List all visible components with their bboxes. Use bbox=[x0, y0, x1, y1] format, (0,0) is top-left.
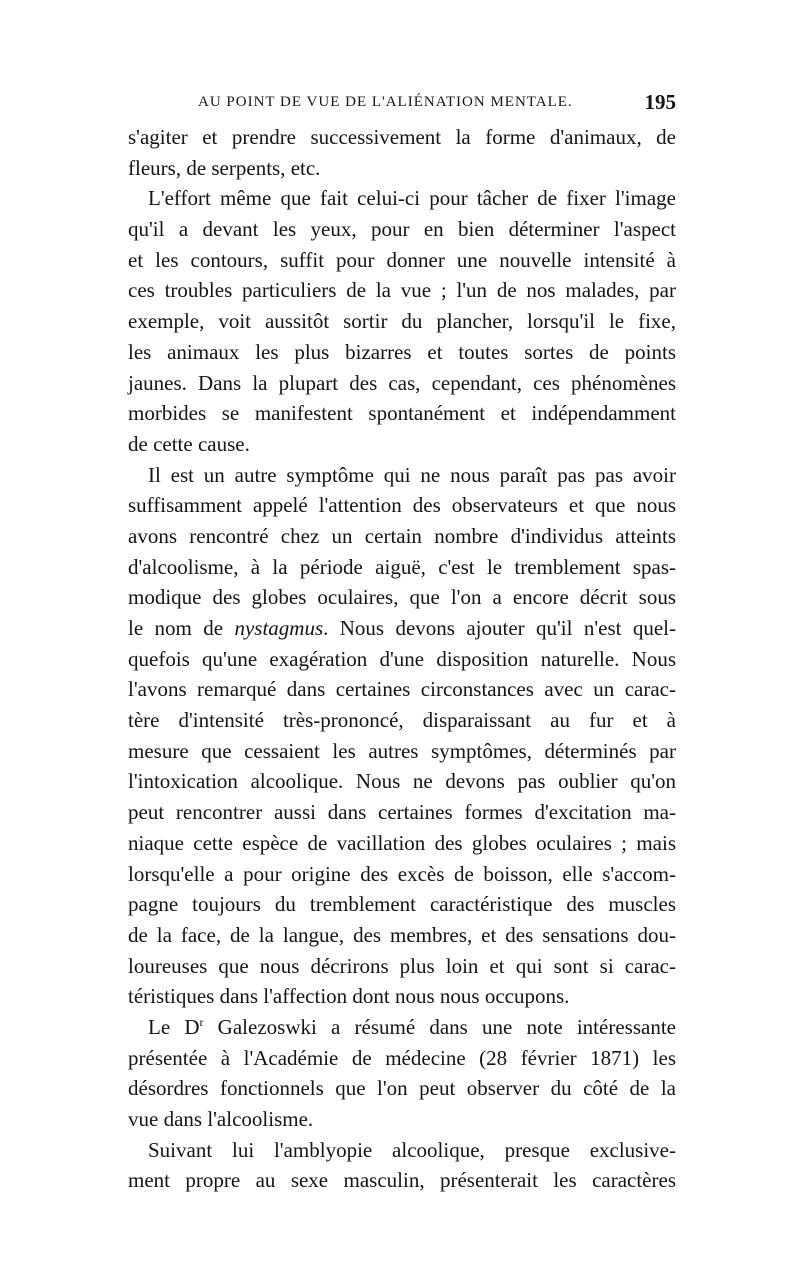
text-line bbox=[128, 981, 676, 1012]
text-line bbox=[128, 183, 676, 214]
text-line bbox=[128, 613, 676, 644]
text-line bbox=[128, 920, 676, 951]
superscript: r bbox=[199, 1014, 204, 1029]
body-text bbox=[128, 122, 676, 1196]
text-line bbox=[128, 889, 676, 920]
text-line bbox=[128, 153, 676, 184]
text-line bbox=[128, 797, 676, 828]
text-segment: Il est un autre symptôme qui ne nous paraît pas pas avoir bbox=[148, 462, 676, 487]
text-line bbox=[128, 644, 676, 675]
text-segment: morbides se manifestent spontanément et indépendamment bbox=[128, 401, 676, 426]
text-segment: désordres fonctionnels que l'on peut observer du côté de la bbox=[128, 1076, 676, 1101]
text-segment: . Nous devons ajouter qu'il n'est quel- bbox=[323, 616, 676, 640]
text-line bbox=[128, 828, 676, 859]
text-line bbox=[128, 398, 676, 429]
text-line bbox=[128, 951, 676, 982]
text-line bbox=[128, 736, 676, 767]
text-segment: et les contours, suffit pour donner une nouvelle intensité à bbox=[128, 247, 676, 272]
text-line bbox=[128, 368, 676, 399]
text-line bbox=[128, 859, 676, 890]
text-line bbox=[128, 1073, 676, 1104]
text-segment: qu'il a devant les yeux, pour en bien déterminer l'aspect bbox=[128, 217, 676, 242]
text-segment: l'avons remarqué dans certaines circonstances avec un carac- bbox=[128, 677, 676, 702]
text-segment: présentée à l'Académie de médecine (28 février 1871) les bbox=[128, 1045, 676, 1070]
text-segment: de la face, de la langue, des membres, et des sensations dou- bbox=[128, 922, 676, 947]
text-line bbox=[128, 490, 676, 521]
text-line bbox=[128, 306, 676, 337]
text-line bbox=[128, 122, 676, 153]
text-segment: Le D bbox=[148, 1014, 200, 1039]
text-segment: le nom de bbox=[128, 616, 235, 640]
text-line bbox=[128, 1104, 676, 1135]
text-segment: les animaux les plus bizarres et toutes sortes de points bbox=[128, 339, 676, 364]
text-segment: téristiques dans l'affection dont nous nous occupons. bbox=[128, 984, 570, 1009]
text-line bbox=[128, 552, 676, 583]
text-segment: modique des globes oculaires, que l'on a encore décrit sous bbox=[128, 585, 676, 610]
page-number: 195 bbox=[644, 90, 676, 114]
text-segment: fleurs, de serpents, etc. bbox=[128, 155, 321, 180]
text-segment: mesure que cessaient les autres symptômes, déterminés par bbox=[128, 738, 676, 763]
text-line bbox=[128, 429, 676, 460]
text-line bbox=[128, 275, 676, 306]
text-line bbox=[128, 521, 676, 552]
text-segment: ment propre au sexe masculin, présenterait les caractères bbox=[128, 1168, 676, 1193]
text-segment: d'alcoolisme, à la période aiguë, c'est le tremblement spas- bbox=[128, 554, 676, 579]
text-segment: Suivant lui l'amblyopie alcoolique, presque exclusive- bbox=[148, 1137, 676, 1162]
text-segment: lorsqu'elle a pour origine des excès de boisson, elle s'accom- bbox=[128, 861, 676, 886]
text-line bbox=[128, 705, 676, 736]
text-segment: exemple, voit aussitôt sortir du plancher, lorsqu'il le fixe, bbox=[128, 309, 676, 334]
text-line bbox=[128, 460, 676, 491]
running-head bbox=[128, 90, 676, 116]
running-title: AU POINT DE VUE DE L'ALIÉNATION MENTALE. bbox=[198, 94, 573, 110]
text-line bbox=[128, 337, 676, 368]
text-segment: niaque cette espèce de vacillation des globes oculaires ; mais bbox=[128, 830, 676, 855]
text-line bbox=[128, 1043, 676, 1074]
text-segment: s'agiter et prendre successivement la forme d'animaux, de bbox=[128, 125, 676, 149]
text-line bbox=[128, 674, 676, 705]
text-segment: loureuses que nous décrirons plus loin et qui sont si carac- bbox=[128, 953, 676, 978]
text-segment: quefois qu'une exagération d'une disposition naturelle. Nous bbox=[128, 646, 676, 671]
text-segment: pagne toujours du tremblement caractéristique des muscles bbox=[128, 892, 676, 917]
text-segment: ces troubles particuliers de la vue ; l'un de nos malades, par bbox=[128, 278, 676, 303]
text-segment: de cette cause. bbox=[128, 431, 250, 456]
text-segment: peut rencontrer aussi dans certaines formes d'excitation ma- bbox=[128, 800, 676, 825]
text-segment: tère d'intensité très-prononcé, disparaissant au fur et à bbox=[128, 708, 676, 733]
text-segment: jaunes. Dans la plupart des cas, cependant, ces phénomènes bbox=[128, 370, 676, 395]
text-segment: vue dans l'alcoolisme. bbox=[128, 1107, 314, 1131]
text-segment: l'intoxication alcoolique. Nous ne devons pas oublier qu'on bbox=[128, 769, 676, 794]
text-segment: L'effort même que fait celui-ci pour tâcher de fixer l'image bbox=[148, 186, 676, 211]
text-segment: Galezoswki a résumé dans une note intéressante bbox=[203, 1014, 676, 1039]
text-line bbox=[128, 214, 676, 245]
text-line bbox=[128, 1165, 676, 1196]
text-line bbox=[128, 245, 676, 276]
text-line bbox=[128, 1012, 676, 1043]
italic-term: nystagmus bbox=[234, 616, 324, 640]
text-line bbox=[128, 1135, 676, 1166]
text-line bbox=[128, 766, 676, 797]
text-segment: suffisamment appelé l'attention des observateurs et que nous bbox=[128, 493, 676, 518]
text-line bbox=[128, 582, 676, 613]
text-segment: avons rencontré chez un certain nombre d'individus atteints bbox=[128, 523, 676, 548]
